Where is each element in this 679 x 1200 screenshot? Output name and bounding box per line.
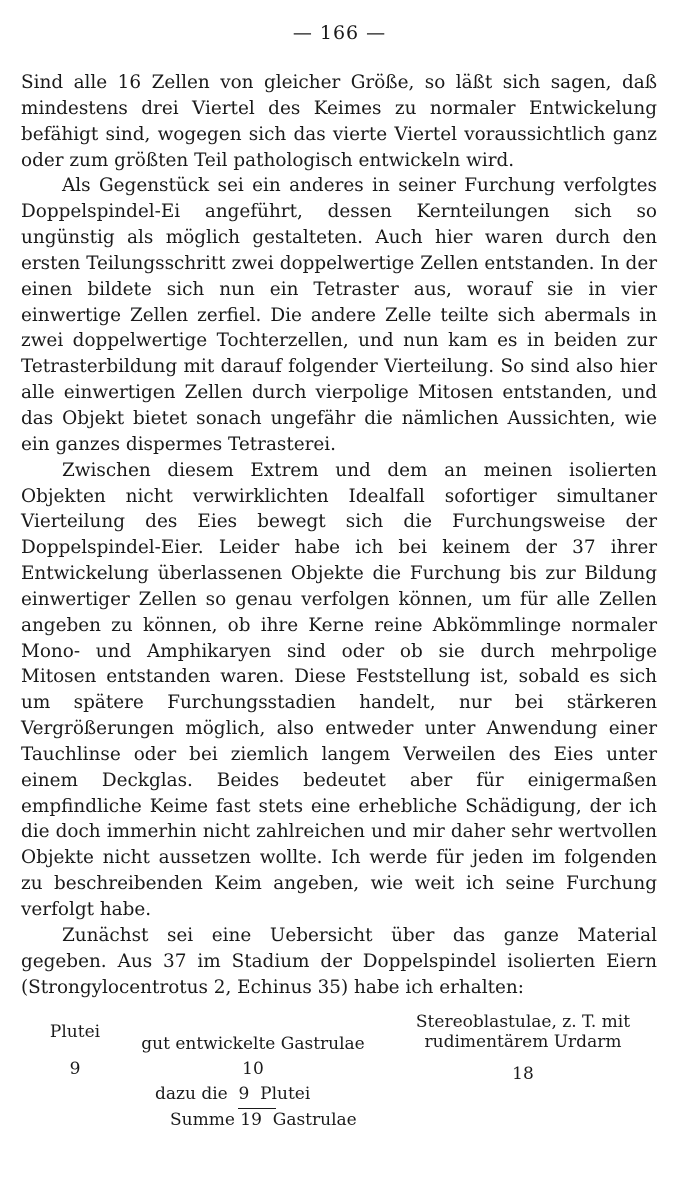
paragraph-4: Zunächst sei eine Uebersicht über das ganze Material gegeben. Aus 37 im Stadium der Doppelspindel isolierten Eiern (Strongylocentrotus 2, Echinus 35) habe ich erhalten: — [21, 924, 657, 998]
header-gastrulae: gut entwickelte Gastrulae — [141, 1034, 365, 1054]
value-stereoblastulae: 18 — [512, 1064, 534, 1084]
sum-total: Summe 19 Gastrulae — [170, 1110, 357, 1130]
paragraph-3: Zwischen diesem Extrem und dem an meinen isolierten Objekten nicht verwirklichten Idealfall sofortiger simultaner Vierteilung des Eies bewegt sich die Furchungsweise der Doppelspindel-Eier. Leider habe ich bei keinem der 37 ihrer Entwickelung überlassenen Objekte die Furchung bis zur Bildung einwertiger Zellen so genau verfolgen können, um für alle Zellen angeben zu können, ob ihre Kerne reine Abkömmlinge normaler Mono- und Amphikaryen sind oder ob sie durch mehrpolige Mitosen entstanden waren. Diese Feststellung ist, sobald es sich um spätere Furchungsstadien handelt, nur bei stärkeren Vergrößerungen möglich, also entweder unter Anwendung einer Tauchlinse oder bei ziemlich langem Verweilen des Eies unter einem Deckglas. Beides bedeutet aber für einigermaßen empfindliche Keime fast stets eine erhebliche Schädigung, der ich die doch immerhin nicht zahlreichen und mir daher sehr wertvollen Objekte nicht aussetzen wollte. Ich werde für jeden im folgenden zu beschreibenden Keim angeben, wie weit ich seine Furchung verfolgt habe. — [21, 459, 657, 920]
header-stereoblastulae — [388, 1012, 658, 1052]
value-gastrulae: 10 — [242, 1059, 264, 1079]
value-plutei: 9 — [69, 1059, 81, 1079]
sum-addend: dazu die 9 Plutei — [155, 1084, 311, 1104]
page-number: — 166 — — [292, 22, 387, 44]
sum-rule — [238, 1108, 276, 1109]
paragraph-2: Als Gegenstück sei ein anderes in seiner Furchung verfolgtes Doppelspindel-Ei angeführt, dessen Kernteilungen sich so ungünstig als möglich gestalteten. Auch hier waren durch den ersten Teilungsschritt zwei doppelwertige Zellen entstanden. In der einen bildete sich nun ein Tetraster aus, worauf sie in vier einwertige Zellen zerfiel. Die andere Zelle teilte sich abermals in zwei doppelwertige Tochterzellen, und nun kam es in beiden zur Tetrasterbildung mit darauf folgender Vierteilung. So sind also hier alle einwertigen Zellen durch vierpolige Mitosen entstanden, und das Objekt bietet sonach ungefähr die nämlichen Aussichten, wie ein ganzes dispermes Tetrasterei. — [21, 175, 657, 455]
header-plutei: Plutei — [49, 1022, 101, 1042]
header-stereoblastulae-line2: rudimentärem Urdarm — [424, 1032, 622, 1052]
paragraph-1: Sind alle 16 Zellen von gleicher Größe, so läßt sich sagen, daß mindestens drei Viertel des Keimes zu normaler Entwickelung befähigt sind, wogegen sich das vierte Viertel voraussichtlich ganz oder zum größten Teil pathologisch entwickeln wird. — [21, 72, 657, 171]
body-text — [21, 70, 657, 1000]
header-stereoblastulae-line1: Stereoblastulae, z. T. mit — [415, 1012, 631, 1032]
